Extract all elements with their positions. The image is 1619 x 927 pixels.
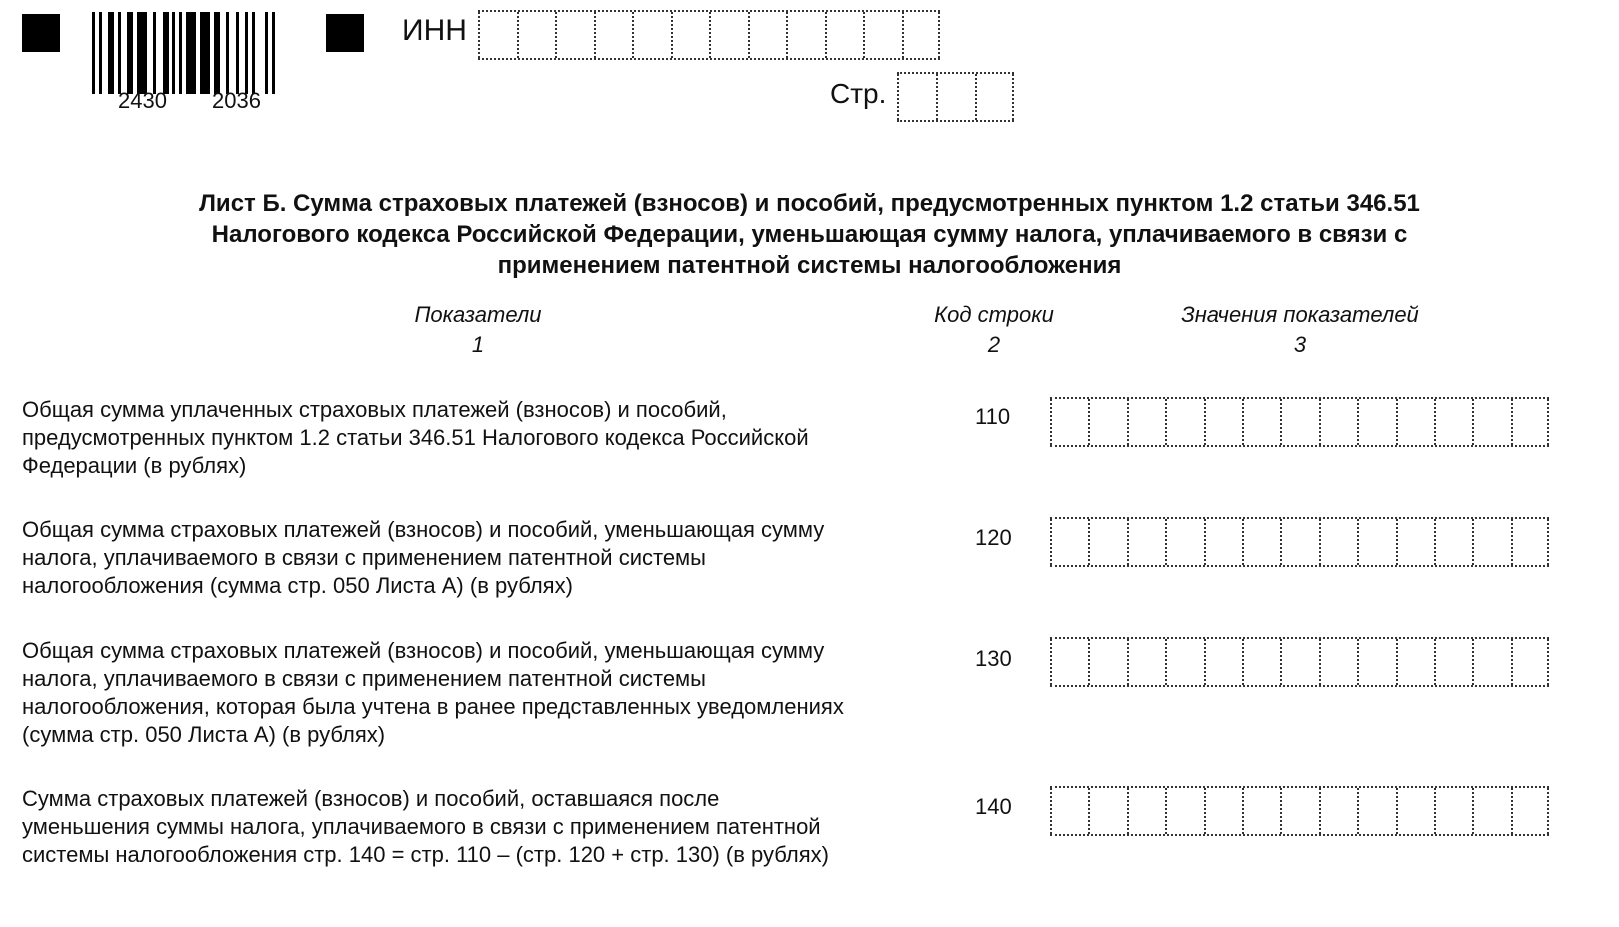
row-110-description: Общая сумма уплаченных страховых платежей (взносов) и пособий, предусмотренных пунктом 1.2 статьи 346.51 Налогового кодекса Российской Федерации (в рублях) — [22, 397, 809, 478]
row-140-description: Сумма страховых платежей (взносов) и пособий, оставшаяся после уменьшения суммы налога, уплачиваемого в связи с применением патентной системы налогообложения стр. 140 = стр. 110 – (стр. 120 + стр. 130) (в рублях) — [22, 786, 829, 867]
corner-marker-left — [22, 14, 60, 52]
digit-cell[interactable] — [1511, 639, 1549, 685]
barcode-number-right: 2036 — [212, 88, 261, 113]
digit-cell[interactable] — [1127, 519, 1165, 565]
digit-cell[interactable] — [1396, 519, 1434, 565]
digit-cell[interactable] — [1242, 399, 1280, 445]
digit-cell[interactable] — [1050, 788, 1088, 834]
digit-cell[interactable] — [1280, 639, 1318, 685]
digit-cell[interactable] — [1472, 639, 1510, 685]
digit-cell[interactable] — [1396, 639, 1434, 685]
digit-cell[interactable] — [1127, 639, 1165, 685]
digit-cell[interactable] — [1357, 788, 1395, 834]
digit-cell[interactable] — [1396, 788, 1434, 834]
digit-cell[interactable] — [1088, 788, 1126, 834]
row-140-code: 140 — [975, 794, 1012, 819]
row-140-value-input[interactable] — [1050, 786, 1549, 836]
digit-cell[interactable] — [1165, 519, 1203, 565]
row-120-description: Общая сумма страховых платежей (взносов) и пособий, уменьшающая сумму налога, уплачиваемого в связи с применением патентной системы налогообложения (сумма стр. 050 Листа А) (в рублях) — [22, 517, 825, 598]
digit-cell[interactable] — [1511, 519, 1549, 565]
row-120-value-input[interactable] — [1050, 517, 1549, 567]
digit-cell[interactable] — [1088, 519, 1126, 565]
page-label: Стр. — [830, 78, 887, 109]
digit-cell[interactable] — [1165, 639, 1203, 685]
digit-cell[interactable] — [1434, 788, 1472, 834]
barcode-number-left: 2430 — [118, 88, 167, 113]
digit-cell[interactable] — [1280, 788, 1318, 834]
digit-cell[interactable] — [1434, 399, 1472, 445]
inn-input[interactable] — [478, 10, 940, 60]
column-header-line-code: Код строки 2 — [934, 302, 1054, 357]
digit-cell[interactable] — [1242, 519, 1280, 565]
digit-cell[interactable] — [1396, 399, 1434, 445]
digit-cell[interactable] — [1319, 788, 1357, 834]
digit-cell[interactable] — [1511, 399, 1549, 445]
digit-cell[interactable] — [1472, 788, 1510, 834]
digit-cell[interactable] — [1204, 519, 1242, 565]
digit-cell[interactable] — [1434, 639, 1472, 685]
inn-label: ИНН — [402, 14, 467, 47]
digit-cell[interactable] — [1357, 519, 1395, 565]
digit-cell[interactable] — [1204, 788, 1242, 834]
digit-cell[interactable] — [1319, 519, 1357, 565]
digit-cell[interactable] — [1242, 788, 1280, 834]
row-120-code: 120 — [975, 525, 1012, 550]
digit-cell[interactable] — [1511, 788, 1549, 834]
row-130-description: Общая сумма страховых платежей (взносов) и пособий, уменьшающая сумму налога, уплачиваемого в связи с применением патентной системы налогообложения, которая была учтена в ранее представленных уведомлениях (сумма стр. 050 Листа А) (в рублях) — [22, 638, 844, 747]
digit-cell[interactable] — [1472, 399, 1510, 445]
digit-cell[interactable] — [1434, 519, 1472, 565]
digit-cell[interactable] — [1050, 639, 1088, 685]
digit-cell[interactable] — [1050, 519, 1088, 565]
page-number-input[interactable] — [897, 72, 1014, 122]
row-130-code: 130 — [975, 646, 1012, 671]
digit-cell[interactable] — [1319, 399, 1357, 445]
column-header-indicators: Показатели 1 — [414, 302, 542, 357]
digit-cell[interactable] — [1165, 788, 1203, 834]
row-110-code: 110 — [975, 404, 1011, 429]
digit-cell[interactable] — [1357, 639, 1395, 685]
digit-cell[interactable] — [1319, 639, 1357, 685]
digit-cell[interactable] — [1127, 399, 1165, 445]
digit-cell[interactable] — [1357, 399, 1395, 445]
digit-cell[interactable] — [1204, 399, 1242, 445]
digit-cell[interactable] — [1472, 519, 1510, 565]
digit-cell[interactable] — [1280, 519, 1318, 565]
digit-cell[interactable] — [1050, 399, 1088, 445]
row-110-value-input[interactable] — [1050, 397, 1549, 447]
column-header-values: Значения показателей 3 — [1181, 302, 1419, 357]
digit-cell[interactable] — [1280, 399, 1318, 445]
digit-cell[interactable] — [1242, 639, 1280, 685]
digit-cell[interactable] — [1088, 399, 1126, 445]
page-title: Лист Б. Сумма страховых платежей (взносов) и пособий, предусмотренных пунктом 1.2 статьи 346.51 Налогового кодекса Российской Федерации, уменьшающая сумму налога, уплачиваемого в связи с применением патентной системы налогообложения — [199, 190, 1420, 279]
digit-cell[interactable] — [1088, 639, 1126, 685]
row-130-value-input[interactable] — [1050, 637, 1549, 687]
barcode — [92, 12, 302, 94]
digit-cell[interactable] — [1127, 788, 1165, 834]
corner-marker-right — [326, 14, 364, 52]
digit-cell[interactable] — [1204, 639, 1242, 685]
digit-cell[interactable] — [1165, 399, 1203, 445]
